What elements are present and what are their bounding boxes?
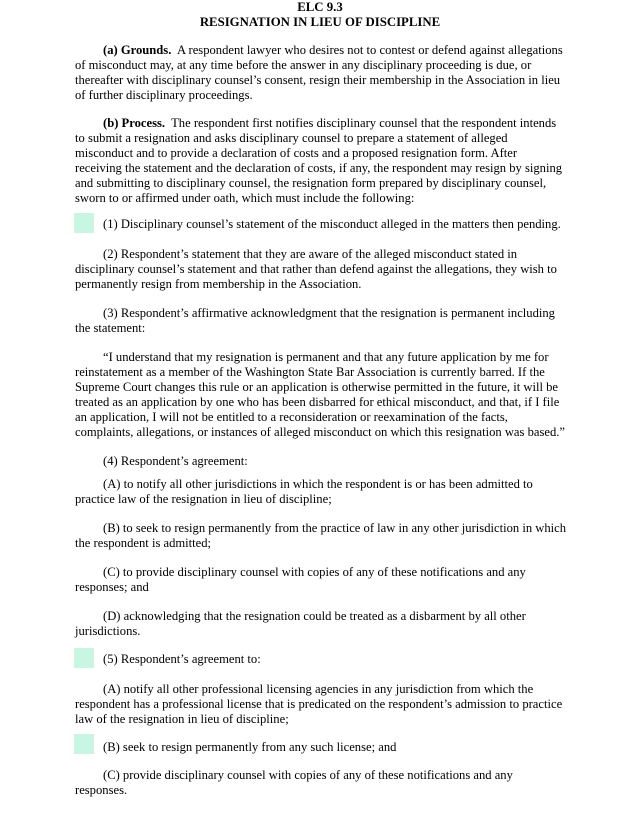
resignation-quote: “I understand that my resignation is permanent and that any future application by me for reinstatement as a member of the Washington State Bar Association is currently barred. If the Supreme Court changes this rule or an application is otherwise permitted in the future, it will be treated as an application by one who has been disbarred for ethical misconduct, and that, if I file an application, I will not be entitled to a reconsideration or reexamination of the facts, complaints, allegations, or instances of alleged misconduct on which this resignation was based.” xyxy=(75,350,565,439)
rule-number: ELC 9.3 xyxy=(297,0,343,14)
item-5: (5) Respondent’s agreement to: xyxy=(103,652,261,666)
item-4-d: (D) acknowledging that the resignation could be treated as a disbarment by all other jurisdictions. xyxy=(75,609,526,638)
grounds-text: A respondent lawyer who desires not to contest or defend against allegations of misconduct may, at any time before the answer in any disciplinary proceeding is due, or thereafter with disciplinary counsel’s consent, resign their membership in the Association in lieu of further disciplinary proceedings. xyxy=(75,43,563,102)
item-4-b: (B) to seek to resign permanently from the practice of law in any other jurisdiction in which the respondent is admitted; xyxy=(75,521,567,550)
item-2: (2) Respondent’s statement that they are aware of the alleged misconduct stated in disciplinary counsel’s statement and that rather than defend against the allegations, they wish to permanently resign from membership in the Association. xyxy=(75,247,557,291)
process-heading: (b) Process. xyxy=(103,116,166,130)
item-4-a: (A) to notify all other jurisdictions in which the respondent is or has been admitted to practice law of the resignation in lieu of discipline; xyxy=(75,477,533,506)
item-3: (3) Respondent’s affirmative acknowledgment that the resignation is permanent including the statement: xyxy=(75,306,555,335)
rule-title: RESIGNATION IN LIEU OF DISCIPLINE xyxy=(199,15,441,29)
item-5-c: (C) provide disciplinary counsel with copies of any of these notifications and any responses. xyxy=(75,768,513,797)
paragraph-grounds xyxy=(75,43,567,103)
process-text: The respondent first notifies disciplinary counsel that the respondent intends to submit a resignation and asks disciplinary counsel to prepare a statement of alleged misconduct and to provide a declaration of costs and a proposed resignation form. After receiving the statement and the declaration of costs, if any, the respondent may resign by signing and submitting to disciplinary counsel, the resignation form prepared by disciplinary counsel, sworn to or affirmed under oath, which must include the following: xyxy=(75,116,563,205)
paragraph-process xyxy=(75,116,567,206)
item-5-a: (A) notify all other professional licensing agencies in any jurisdiction from which the respondent has a professional license that is predicated on the respondent’s admission to practice law of the resignation in lieu of discipline; xyxy=(75,682,563,726)
item-4: (4) Respondent’s agreement: xyxy=(103,454,248,468)
grounds-heading: (a) Grounds. xyxy=(103,43,172,57)
item-1: (1) Disciplinary counsel’s statement of the misconduct alleged in the matters then pending. xyxy=(103,217,561,231)
item-5-b: (B) seek to resign permanently from any such license; and xyxy=(103,740,397,754)
item-4-c: (C) to provide disciplinary counsel with copies of any of these notifications and any responses; and xyxy=(75,565,526,594)
